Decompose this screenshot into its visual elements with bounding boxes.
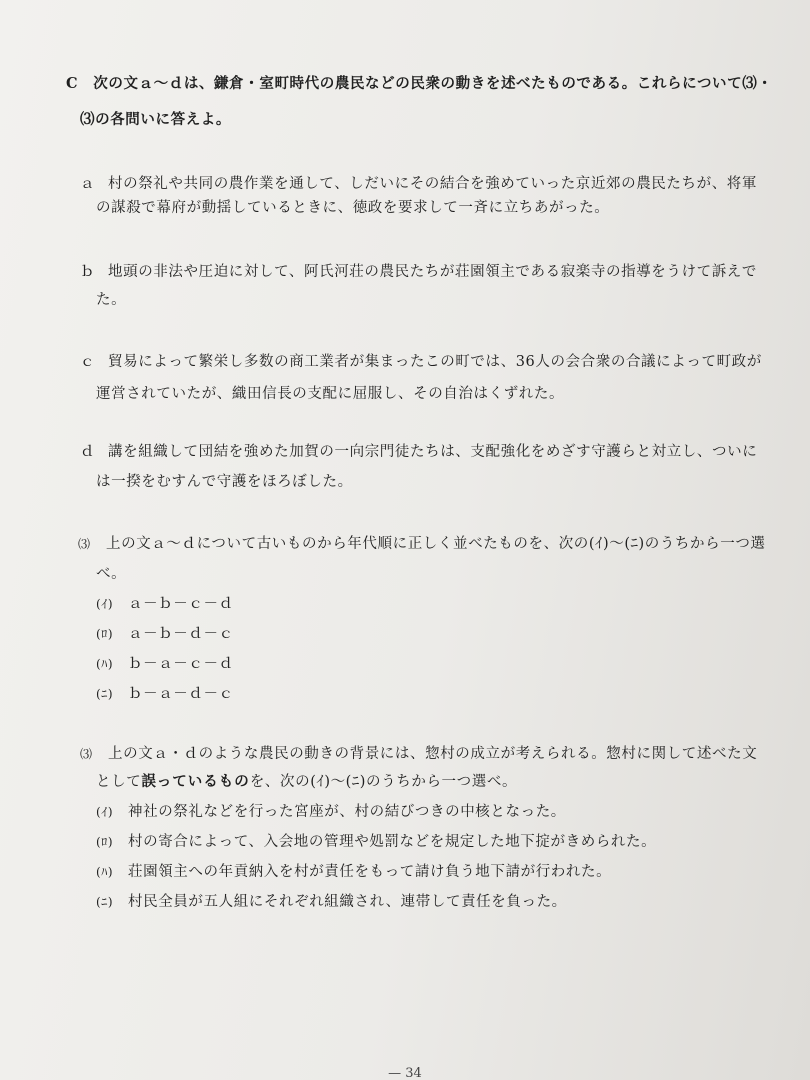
question-30-option-ro bbox=[96, 622, 234, 643]
question-31-option-ha bbox=[96, 860, 611, 881]
passage-d-label: ｄ bbox=[80, 444, 96, 460]
passage-c-text-1: 貿易によって繁栄し多数の商工業者が集まったこの町では、36人の会合衆の合議によって町政が bbox=[108, 354, 762, 370]
passage-a-text-1: 村の祭礼や共同の農作業を通して、しだいにその結合を強めていった京近郊の農民たちが、将軍 bbox=[108, 176, 758, 192]
section-header-line-2: ⑶の各問いに答えよ。 bbox=[80, 111, 231, 128]
option-text: 荘園領主への年貢納入を村が責任をもって請け負う地下請が行われた。 bbox=[128, 864, 612, 880]
passage-a-line-1 bbox=[80, 172, 757, 193]
option-number: (ﾊ) bbox=[96, 865, 114, 879]
option-number: (ﾊ) bbox=[96, 657, 114, 671]
option-number: (ﾆ) bbox=[96, 687, 114, 701]
question-30-option-i bbox=[96, 592, 234, 613]
passage-c-label: ｃ bbox=[80, 354, 96, 370]
question-31-option-ni bbox=[96, 890, 567, 911]
passage-c-line-2: 運営されていたが、織田信長の支配に屈服し、その自治はくずれた。 bbox=[96, 386, 565, 402]
section-header-line-1: C 次の文ａ～ｄは、鎌倉・室町時代の農民などの民衆の動きを述べたものである。これらについて⑶・ bbox=[66, 75, 773, 92]
question-31-line-2 bbox=[96, 770, 517, 791]
passage-b-label: ｂ bbox=[80, 264, 96, 280]
option-number: (ｲ) bbox=[96, 597, 114, 611]
question-30-line-1 bbox=[78, 532, 766, 553]
passage-b-line-1 bbox=[80, 260, 757, 281]
option-text: ｂ－ａ－ｄ－ｃ bbox=[128, 686, 234, 702]
passage-c-line-1 bbox=[80, 350, 762, 371]
option-text: 村民全員が五人組にそれぞれ組織され、連帯して責任を負った。 bbox=[128, 894, 567, 910]
option-number: (ﾛ) bbox=[96, 835, 114, 849]
option-text: ｂ－ａ－ｃ－ｄ bbox=[128, 656, 234, 672]
question-31-text-2a: として bbox=[96, 774, 142, 790]
option-number: (ﾆ) bbox=[96, 895, 114, 909]
question-30-number: ⑶ bbox=[78, 537, 91, 551]
passage-d-text-1: 講を組織して団結を強めた加賀の一向宗門徒たちは、支配強化をめざす守護らと対立し、ついに bbox=[108, 444, 758, 460]
question-31-number: ⑶ bbox=[80, 747, 93, 761]
option-number: (ﾛ) bbox=[96, 627, 114, 641]
question-31-option-ro bbox=[96, 830, 656, 851]
question-31-emphasis: 誤っているもの bbox=[141, 773, 250, 790]
option-number: (ｲ) bbox=[96, 805, 114, 819]
question-31-option-i bbox=[96, 800, 566, 821]
passage-a-label: ａ bbox=[80, 176, 96, 192]
option-text: 神社の祭礼などを行った宮座が、村の結びつきの中核となった。 bbox=[128, 804, 566, 820]
question-31-text-1: 上の文ａ・ｄのような農民の動きの背景には、惣村の成立が考えられる。惣村に関して述べた文 bbox=[108, 746, 758, 762]
option-text: ａ－ｂ－ｄ－ｃ bbox=[128, 626, 234, 642]
passage-b-text-1: 地頭の非法や圧迫に対して、阿氏河荘の農民たちが荘園領主である寂楽寺の指導をうけて訴えで bbox=[108, 264, 758, 280]
passage-b-line-2: た。 bbox=[96, 292, 127, 308]
passage-a-line-2: の謀殺で幕府が動揺しているときに、徳政を要求して一斉に立ちあがった。 bbox=[96, 200, 610, 216]
option-text: 村の寄合によって、入会地の管理や処罰などを規定した地下掟がきめられた。 bbox=[128, 834, 657, 850]
page-number: — 34 bbox=[388, 1066, 422, 1080]
option-text: ａ－ｂ－ｃ－ｄ bbox=[128, 596, 234, 612]
question-31-line-1 bbox=[80, 742, 757, 763]
passage-d-line-2: は一揆をむすんで守護をほろぼした。 bbox=[96, 474, 353, 490]
question-30-text-1: 上の文ａ～ｄについて古いものから年代順に正しく並べたものを、次の(ｲ)～(ﾆ)のうちから一つ選 bbox=[106, 536, 766, 552]
question-31-text-2c: を、次の(ｲ)～(ﾆ)のうちから一つ選べ。 bbox=[249, 774, 518, 790]
question-30-option-ni bbox=[96, 682, 234, 703]
question-30-line-2: べ。 bbox=[96, 566, 127, 582]
question-30-option-ha bbox=[96, 652, 234, 673]
passage-d-line-1 bbox=[80, 440, 757, 461]
